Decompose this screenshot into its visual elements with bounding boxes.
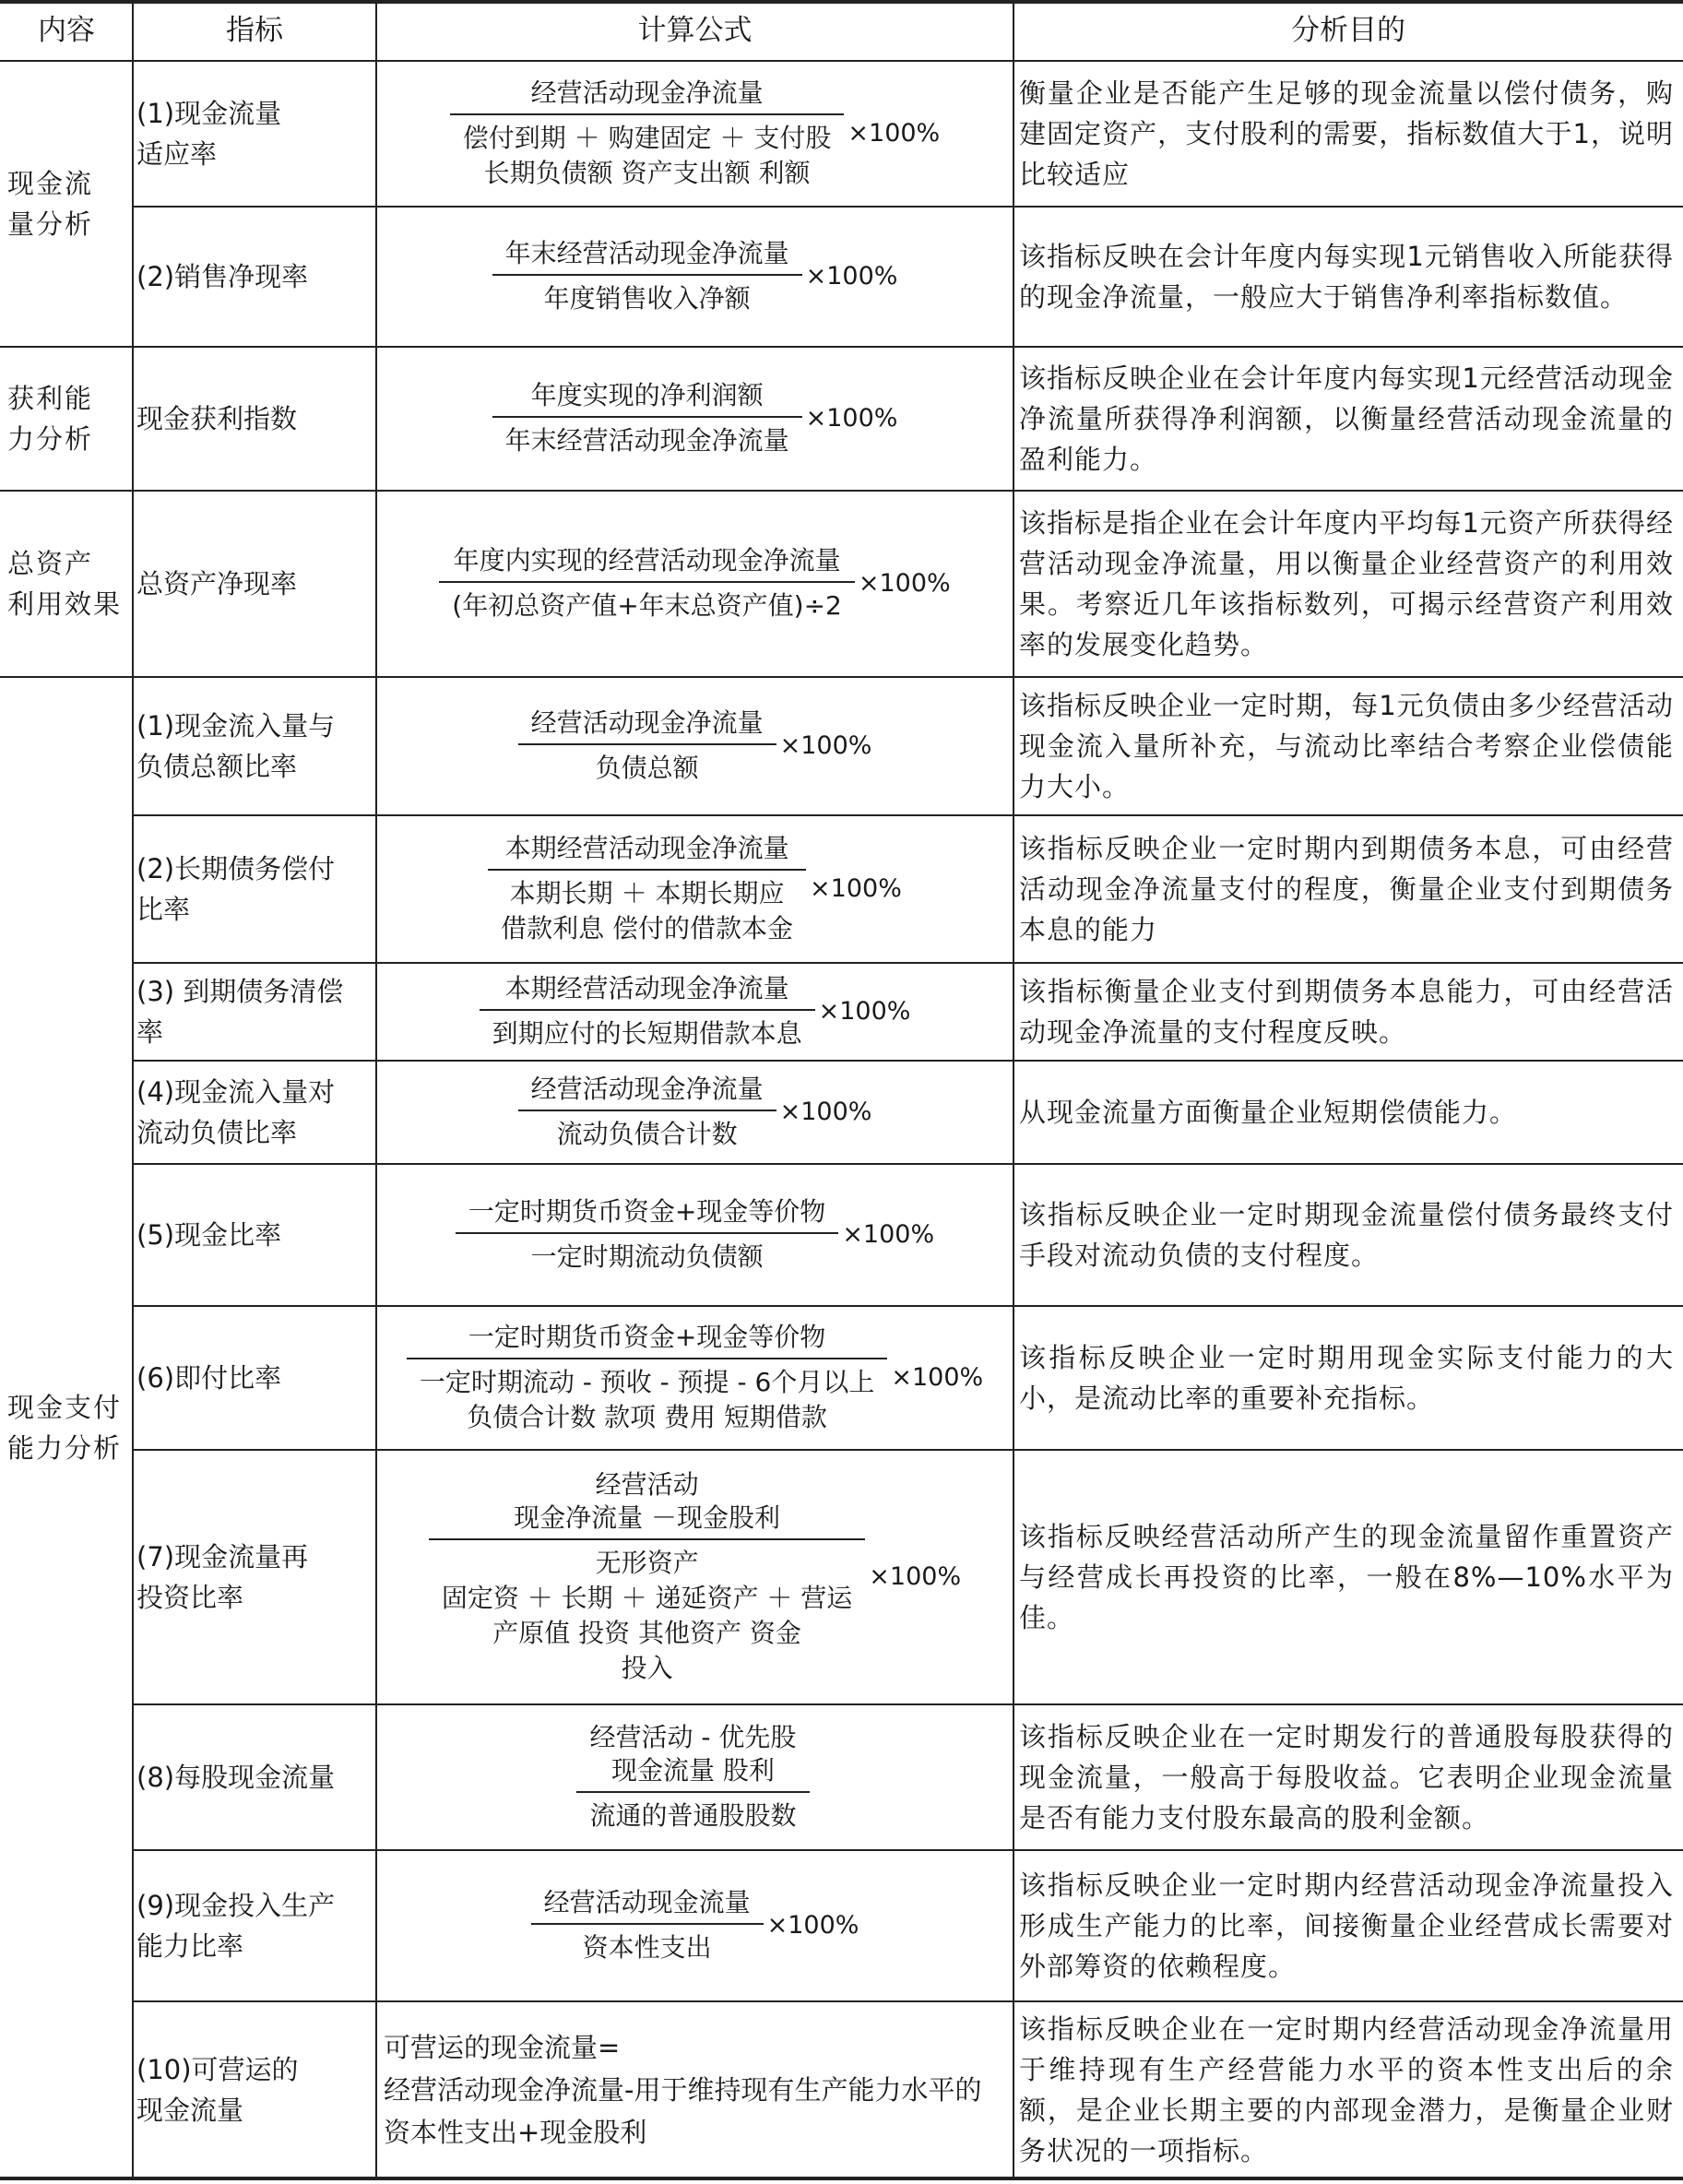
denominator: 一定时期流动 - 预收 - 预提 - 6个月以上 负债合计数 款项 费用 短期借款 [419,1367,875,1432]
numerator: 经营活动现金净流量 [530,707,764,738]
fraction [480,972,911,1051]
formula-cell [376,2001,1013,2178]
percent-suffix: ×100% [869,1562,962,1591]
numerator: 年度内实现的经营活动现金净流量 [453,545,841,576]
purpose-cell [1013,1306,1683,1450]
indicator-cell [133,61,376,207]
purpose-text: 该指标反映经营活动所产生的现金流量留作重置资产与经营成长再投资的比率，一般在8%—10%水平为佳。 [1019,1521,1674,1633]
numerator: 本期经营活动现金净流量 [504,973,789,1003]
table-bottom-rule [0,2177,1683,2180]
column-divider [132,0,134,2178]
denominator: 一定时期流动负债额 [530,1241,764,1272]
indicator-cell [133,347,376,491]
header-indicator: 指标 [226,14,283,47]
percent-suffix: ×100% [847,119,941,148]
indicator-name: (2)销售净现率 [136,261,309,292]
indicator-name: (2)长期债务偿付 比率 [136,853,336,925]
fraction [439,544,950,623]
group-asset-utilization [0,491,133,677]
row-divider [133,814,1683,816]
percent-suffix: ×100% [891,1363,984,1392]
purpose-cell [1013,1450,1683,1704]
formula-cell [376,491,1013,677]
group-label: 现金流 量分析 [7,168,94,240]
numerator: 经营活动 - 优先股 现金流量 股利 [589,1722,797,1786]
group-cash-flow-analysis [0,61,133,347]
denominator: 年度销售收入净额 [543,283,751,314]
group-label: 现金支付 能力分析 [7,1392,123,1464]
indicator-name: (9)现金投入生产 能力比率 [136,1890,336,1962]
purpose-cell [1013,677,1683,815]
numerator: 年末经营活动现金净流量 [504,238,789,268]
fraction [407,1321,983,1435]
group-label: 获利能 力分析 [7,383,94,455]
row-divider [0,60,1683,62]
numerator: 一定时期货币资金+现金等价物 [468,1322,826,1352]
formula-text: 可营运的现金流量= 经营活动现金净流量-用于维持现有生产能力水平的资本性支出+现金股利 [384,2032,982,2148]
formula-cell [376,1850,1013,2001]
purpose-text: 衡量企业是否能产生足够的现金流量以偿付债务，购建固定资产，支付股利的需要，指标数值大于1，说明比较适应 [1019,77,1674,190]
percent-suffix: ×100% [810,874,902,903]
numerator: 经营活动现金净流量 [530,77,764,108]
percent-suffix: ×100% [858,569,951,598]
numerator: 经营活动 现金净流量 －现金股利 [514,1469,781,1533]
indicator-name: (1)现金流量 适应率 [136,98,282,170]
formula-cell [376,1306,1013,1450]
purpose-text: 该指标是指企业在会计年度内平均每1元资产所获得经营活动现金净流量，用以衡量企业经营资产的利用效果。考察近几年该指标数列，可揭示经营资产利用效率的发展变化趋势。 [1019,507,1674,660]
purpose-cell [1013,2001,1683,2178]
fraction [492,237,898,316]
purpose-text: 该指标反映企业在会计年度内每实现1元经营活动现金净流量所获得净利润额，以衡量经营活动现金流量的盈利能力。 [1019,362,1674,475]
indicator-name: (6)即付比率 [136,1362,282,1394]
indicator-cell [133,207,376,347]
purpose-cell [1013,815,1683,963]
purpose-cell [1013,963,1683,1061]
formula-cell [376,815,1013,963]
indicator-cell [133,963,376,1061]
purpose-text: 该指标反映企业在一定时期内经营活动现金净流量用于维持现有生产经营能力水平的资本性支出后的余额，是企业长期主要的内部现金潜力，是衡量企业财务状况的一项指标。 [1019,2013,1674,2166]
fraction [492,379,898,458]
denominator: 无形资产 固定资 ＋ 长期 ＋ 递延资产 ＋ 营运 产原值 投资 其他资产 资金 投入 [441,1548,853,1683]
formula-cell [376,677,1013,815]
formula-cell [376,1450,1013,1704]
purpose-cell [1013,61,1683,207]
purpose-text: 该指标反映企业一定时期现金流量偿付债务最终支付手段对流动负债的支付程度。 [1019,1199,1674,1271]
percent-suffix: ×100% [766,1911,859,1940]
denominator: 资本性支出 [582,1932,712,1963]
numerator: 本期经营活动现金净流量 [504,833,789,863]
indicator-cell [133,2001,376,2178]
purpose-cell [1013,347,1683,491]
numerator: 经营活动现金流量 [543,1887,751,1917]
purpose-text: 该指标反映企业在一定时期发行的普通股每股获得的现金流量，一般高于每股收益。它表明企业现金流量是否有能力支付股东最高的股利金额。 [1019,1721,1674,1834]
row-divider [133,1449,1683,1451]
header-formula: 计算公式 [637,14,753,47]
indicator-cell [133,1306,376,1450]
fraction [429,1468,961,1686]
denominator: 负债总额 [595,753,699,783]
purpose-cell [1013,1704,1683,1850]
purpose-cell [1013,491,1683,677]
numerator: 经营活动现金净流量 [530,1074,764,1104]
indicator-cell [133,1704,376,1850]
row-divider [133,1849,1683,1851]
purpose-cell [1013,1850,1683,2001]
row-divider [133,1163,1683,1165]
fraction [531,1886,859,1965]
indicator-cell [133,1061,376,1164]
row-divider [133,1305,1683,1307]
formula-cell [376,1164,1013,1306]
indicator-cell [133,1450,376,1704]
row-divider [0,676,1683,678]
row-divider [133,206,1683,208]
row-divider [133,1703,1683,1705]
row-divider [0,346,1683,348]
percent-suffix: ×100% [779,1098,872,1126]
purpose-text: 该指标反映企业一定时期用现金实际支付能力的大小，是流动比率的重要补充指标。 [1019,1342,1674,1414]
purpose-text: 该指标反映企业一定时期，每1元负债由多少经营活动现金流入量所补充，与流动比率结合考察企业偿债能力大小。 [1019,690,1674,802]
column-divider [1013,0,1014,2178]
percent-suffix: ×100% [818,997,911,1026]
indicator-name: 现金获利指数 [136,403,298,434]
denominator: 年末经营活动现金净流量 [504,425,789,456]
indicator-name: 总资产净现率 [136,568,298,599]
indicator-name: (7)现金流量再 投资比率 [136,1541,309,1613]
denominator: 流动负债合计数 [556,1119,738,1149]
group-cash-payment-capacity [0,677,133,2178]
group-label: 总资产 利用效果 [7,548,123,620]
purpose-cell [1013,1061,1683,1164]
fraction [456,1195,934,1275]
row-divider [133,2000,1683,2002]
indicator-name: (8)每股现金流量 [136,1762,336,1793]
column-divider [375,0,377,2178]
fraction [518,706,872,786]
denominator: (年初总资产值+年末总资产值)÷2 [452,590,842,621]
header-content: 内容 [38,14,95,47]
indicator-name: (3) 到期债务清偿 率 [136,976,344,1048]
formula-cell [376,61,1013,207]
purpose-text: 该指标反映企业一定时期内到期债务本息，可由经营活动现金净流量支付的程度，衡量企业支付到期债务本息的能力 [1019,833,1674,945]
indicator-name: (1)现金流入量与 负债总额比率 [136,710,336,782]
formula-cell [376,1704,1013,1850]
row-divider [133,1060,1683,1062]
purpose-text: 该指标反映在会计年度内每实现1元销售收入所能获得的现金净流量，一般应大于销售净利率指标数值。 [1019,241,1674,313]
percent-suffix: ×100% [805,262,898,291]
indicator-name: (5)现金比率 [136,1219,282,1251]
purpose-text: 该指标衡量企业支付到期债务本息能力，可由经营活动现金净流量的支付程度反映。 [1019,976,1674,1048]
indicator-cell [133,1164,376,1306]
denominator: 流通的普通股股数 [589,1800,797,1831]
denominator: 本期长期 ＋ 本期长期应 借款利息 偿付的借款本金 [501,878,794,944]
purpose-cell [1013,207,1683,347]
indicator-cell [133,677,376,815]
purpose-text: 从现金流量方面衡量企业短期偿债能力。 [1019,1097,1518,1128]
fraction [576,1721,812,1834]
row-divider [0,490,1683,492]
denominator: 到期应付的长短期借款本息 [492,1018,802,1049]
indicator-cell [133,815,376,963]
numerator: 年度实现的净利润额 [530,380,764,410]
row-divider [133,962,1683,964]
percent-suffix: ×100% [842,1220,935,1249]
numerator: 一定时期货币资金+现金等价物 [468,1196,826,1227]
formula-cell [376,963,1013,1061]
formula-cell [376,1061,1013,1164]
indicator-name: (10)可营运的 现金流量 [136,2054,299,2126]
purpose-text: 该指标反映企业一定时期内经营活动现金净流量投入形成生产能力的比率，间接衡量企业经营成长需要对外部筹资的依赖程度。 [1019,1869,1674,1982]
percent-suffix: ×100% [779,731,872,760]
header-purpose: 分析目的 [1291,14,1405,47]
indicator-cell [133,491,376,677]
fraction [488,832,902,946]
formula-cell [376,347,1013,491]
fraction [518,1073,872,1152]
group-profitability [0,347,133,491]
percent-suffix: ×100% [805,404,898,433]
purpose-cell [1013,1164,1683,1306]
denominator: 偿付到期 ＋ 购建固定 ＋ 支付股 长期负债额 资产支出额 利额 [462,123,832,188]
fraction [450,77,940,191]
table-top-rule [0,0,1683,4]
formula-cell [376,207,1013,347]
indicator-name: (4)现金流入量对 流动负债比率 [136,1076,336,1148]
indicator-cell [133,1850,376,2001]
